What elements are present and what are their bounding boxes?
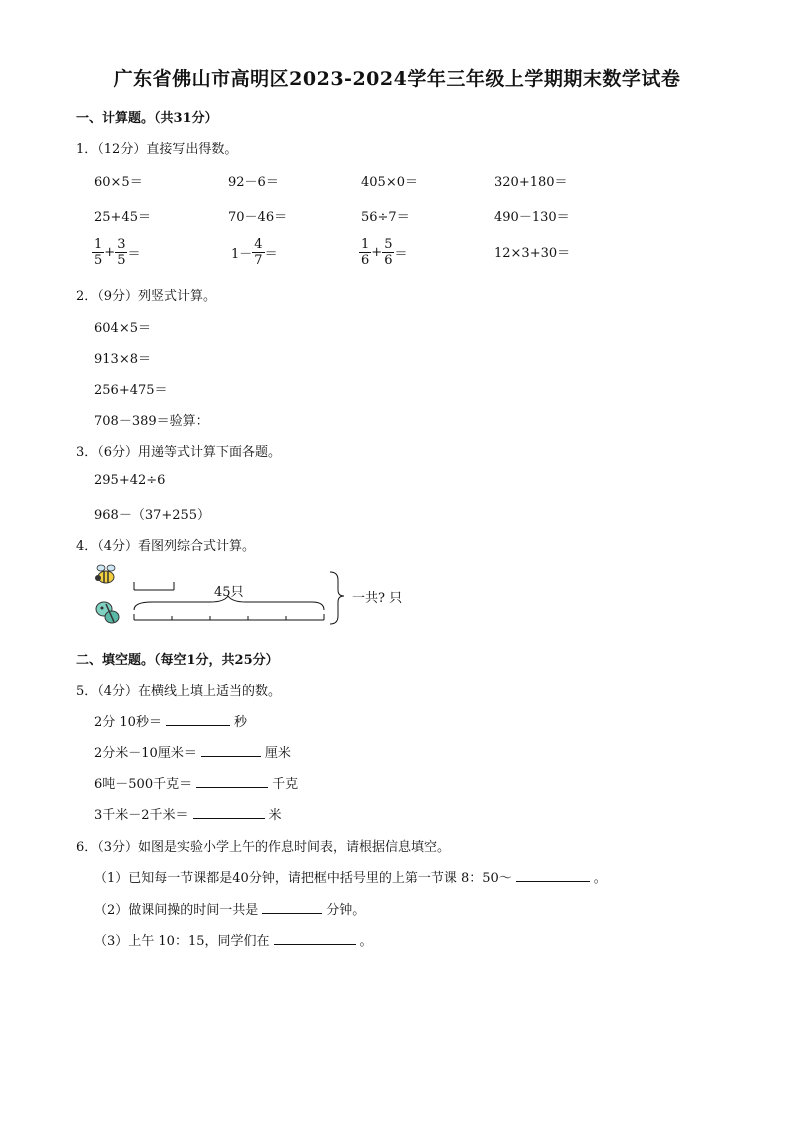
fill-blank-6-3: （3）上午 10：15，同学们在 。: [94, 930, 373, 949]
fill-blank-5-1: 2分 10秒＝ 秒: [94, 711, 247, 730]
page-title: 广东省佛山市高明区2023-2024学年三年级上学期期末数学试卷: [113, 68, 681, 90]
question-4-label: 4．（4分）看图列综合式计算。: [76, 539, 256, 554]
fraction: $\frac{4}{7}$: [254, 237, 263, 268]
calc-1-2: 92－6＝: [228, 175, 279, 190]
answer-blank[interactable]: [196, 773, 268, 788]
answer-blank[interactable]: [516, 867, 590, 882]
answer-blank[interactable]: [166, 711, 230, 726]
calc-2-2: 70－46＝: [228, 210, 288, 225]
calc-1-1: 60×5＝: [94, 175, 143, 190]
bee-icon: [95, 565, 115, 583]
section-heading-2: 二、填空题。（每空1分，共25分）: [76, 653, 279, 668]
calc-1-4: 320+180＝: [494, 175, 568, 190]
calc-3-2: 1－ $\frac{4}{7}$ ＝: [231, 237, 278, 268]
calc-3-1: $\frac{1}{5}$ + $\frac{3}{5}$ ＝: [94, 237, 141, 268]
question-2-label: 2．（9分）列竖式计算。: [76, 289, 217, 304]
calc-1-3: 405×0＝: [361, 175, 418, 190]
fill-blank-5-4: 3千米－2千米＝ 米: [94, 804, 282, 823]
stepwise-calc-1: 295+42÷6: [94, 473, 166, 488]
calc-3-4: 12×3+30＝: [494, 246, 571, 261]
fraction: $\frac{3}{5}$: [117, 237, 126, 268]
vertical-calc-1: 604×5＝: [94, 321, 151, 336]
fraction: $\frac{5}{6}$: [384, 237, 393, 268]
fill-blank-5-3: 6吨－500千克＝ 千克: [94, 773, 298, 792]
calc-3-3: $\frac{1}{6}$ + $\frac{5}{6}$ ＝: [361, 237, 408, 268]
section-heading-1: 一、计算题。（共31分）: [76, 111, 218, 126]
calc-2-4: 490－130＝: [494, 210, 570, 225]
calc-2-3: 56÷7＝: [361, 210, 410, 225]
stepwise-calc-2: 968－（37+255）: [94, 508, 211, 523]
vertical-calc-4: 708－389＝验算：: [94, 414, 209, 429]
fill-blank-6-2: （2）做课间操的时间一共是 分钟。: [94, 899, 365, 918]
fraction: $\frac{1}{5}$: [94, 237, 103, 268]
count-label: 45只: [214, 585, 244, 600]
butterfly-icon: [96, 602, 119, 623]
question-6-label: 6．（3分）如图是实验小学上午的作息时间表，请根据信息填空。: [76, 840, 451, 855]
fraction: $\frac{1}{6}$: [361, 237, 370, 268]
question-3-label: 3．（6分）用递等式计算下面各题。: [76, 445, 282, 460]
bee-butterfly-diagram: [92, 562, 422, 632]
vertical-calc-2: 913×8＝: [94, 352, 151, 367]
fill-blank-6-1: （1）已知每一节课都是40分钟，请把框中括号里的上第一节课 8：50～ 。: [94, 867, 607, 886]
fill-blank-5-2: 2分米－10厘米＝ 厘米: [94, 742, 291, 761]
question-5-label: 5．（4分）在横线上填上适当的数。: [76, 684, 282, 699]
answer-blank[interactable]: [262, 899, 322, 914]
answer-blank[interactable]: [193, 804, 265, 819]
answer-blank[interactable]: [201, 742, 261, 757]
calc-2-1: 25+45＝: [94, 210, 151, 225]
vertical-calc-3: 256+475＝: [94, 383, 168, 398]
answer-blank[interactable]: [274, 930, 356, 945]
question-1-label: 1．（12分）直接写出得数。: [76, 142, 238, 157]
total-label: 一共? 只: [352, 591, 403, 606]
